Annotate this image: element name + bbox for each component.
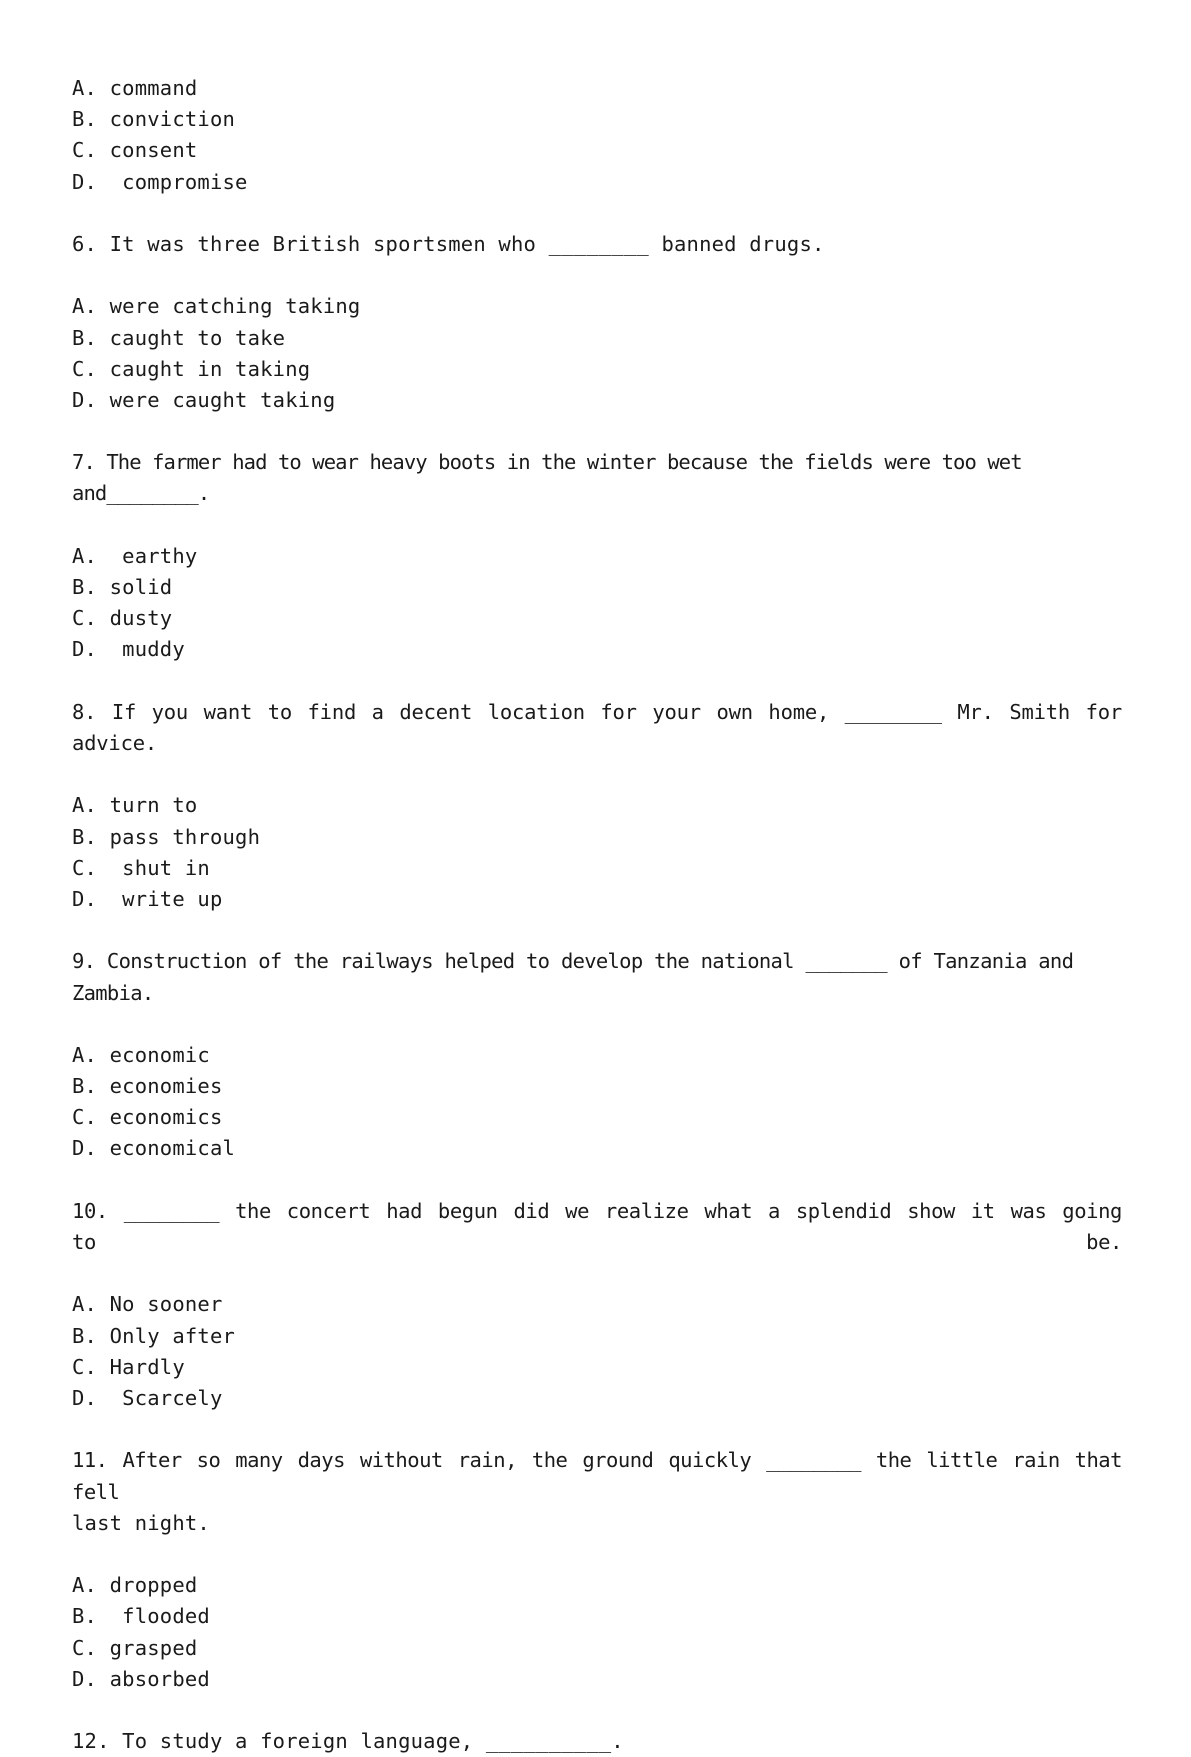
option-c: C. grasped bbox=[72, 1635, 198, 1660]
question-5-options bbox=[72, 73, 1122, 198]
spacer bbox=[72, 1695, 1122, 1726]
option-d: D. Scarcely bbox=[72, 1386, 223, 1411]
option-d: D. write up bbox=[72, 886, 223, 911]
option-b: B. caught to take bbox=[72, 325, 286, 350]
option-c: C. caught in taking bbox=[72, 356, 311, 381]
question-11-options bbox=[72, 1570, 1122, 1695]
spacer bbox=[72, 1539, 1122, 1570]
option-b: B. conviction bbox=[72, 107, 236, 132]
option-d: D. compromise bbox=[72, 169, 248, 194]
option-d: D. economical bbox=[72, 1136, 236, 1161]
spacer bbox=[72, 1009, 1122, 1040]
question-9-stem: 9. Construction of the railways helped to develop the national _______ of Tanzania and Zambia. bbox=[72, 949, 1074, 1005]
option-a: A. command bbox=[72, 76, 198, 100]
option-b: B. flooded bbox=[72, 1604, 210, 1629]
question-6-stem: 6. It was three British sportsmen who ________ banned drugs. bbox=[72, 231, 825, 256]
document-page bbox=[72, 73, 1122, 1757]
option-c: C. dusty bbox=[72, 606, 173, 631]
option-b: B. pass through bbox=[72, 824, 261, 849]
spacer bbox=[72, 1258, 1122, 1289]
option-a: A. earthy bbox=[72, 543, 198, 568]
question-8-options bbox=[72, 790, 1122, 915]
spacer bbox=[72, 510, 1122, 541]
option-a: A. turn to bbox=[72, 793, 198, 818]
option-b: B. Only after bbox=[72, 1323, 236, 1348]
question-12-stem: 12. To study a foreign language, __________. bbox=[72, 1729, 624, 1754]
question-9-options bbox=[72, 1040, 1122, 1165]
question-11-stem-line-2: last night. bbox=[72, 1510, 210, 1535]
spacer bbox=[72, 198, 1122, 229]
question-7-options bbox=[72, 541, 1122, 666]
option-d: D. absorbed bbox=[72, 1666, 210, 1691]
spacer bbox=[72, 416, 1122, 447]
option-a: A. No sooner bbox=[72, 1292, 223, 1317]
question-10-options bbox=[72, 1289, 1122, 1414]
question-6-options bbox=[72, 291, 1122, 416]
option-c: C. consent bbox=[72, 138, 198, 163]
question-11-stem-line-1: 11. After so many days without rain, the ground quickly ________ the little rain that fell bbox=[72, 1448, 1122, 1504]
spacer bbox=[72, 915, 1122, 946]
option-c: C. economics bbox=[72, 1105, 223, 1130]
option-a: A. were catching taking bbox=[72, 294, 361, 319]
question-7-stem: 7. The farmer had to wear heavy boots in the winter because the fields were too wet and________. bbox=[72, 450, 1022, 506]
option-b: B. economies bbox=[72, 1074, 223, 1099]
spacer bbox=[72, 1165, 1122, 1196]
option-a: A. dropped bbox=[72, 1573, 198, 1598]
option-d: D. were caught taking bbox=[72, 387, 336, 412]
question-10-stem: 10. ________ the concert had begun did we realize what a splendid show it was going to be. bbox=[72, 1198, 1122, 1255]
question-11-stem bbox=[72, 1445, 1122, 1539]
option-b: B. solid bbox=[72, 575, 173, 600]
spacer bbox=[72, 666, 1122, 697]
option-d: D. muddy bbox=[72, 637, 185, 662]
spacer bbox=[72, 759, 1122, 790]
spacer bbox=[72, 1414, 1122, 1445]
option-c: C. Hardly bbox=[72, 1354, 185, 1379]
spacer bbox=[72, 260, 1122, 291]
option-c: C. shut in bbox=[72, 855, 210, 880]
question-8-stem: 8. If you want to find a decent location for your own home, ________ Mr. Smith for advice. bbox=[72, 699, 1122, 755]
option-a: A. economic bbox=[72, 1042, 210, 1067]
